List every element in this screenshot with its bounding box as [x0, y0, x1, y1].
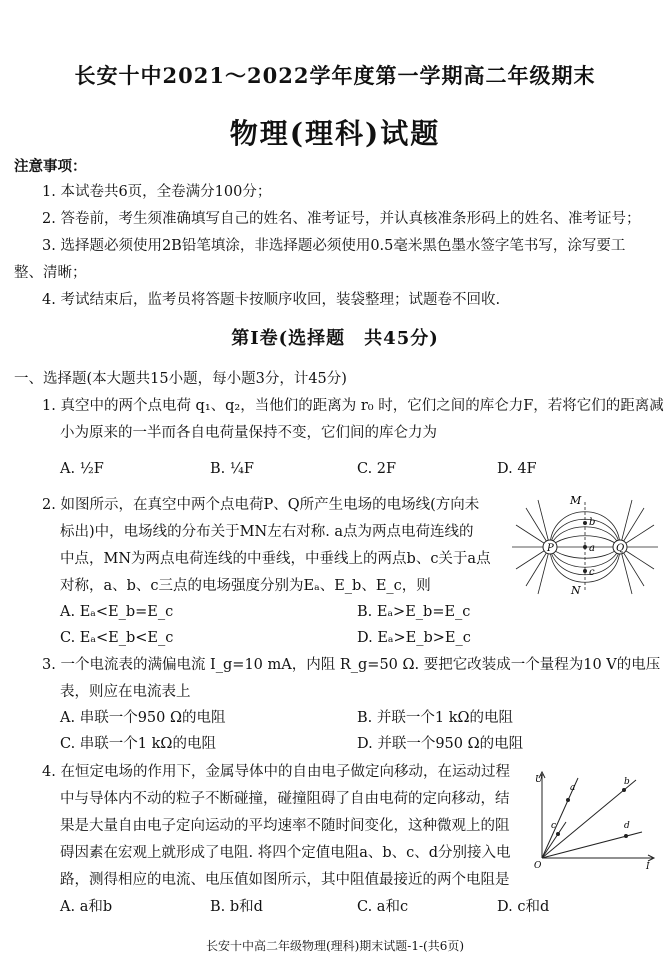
question-2-option-a: A. Eₐ<E_b=E_c: [60, 604, 174, 620]
u-i-graph: [532, 770, 660, 870]
question-1-line: 小为原来的一半而各自电荷量保持不变，它们间的库仑力为: [60, 425, 437, 441]
question-4-line: 4. 在恒定电场的作用下，金属导体中的自由电子做定向移动，在运动过程: [42, 764, 510, 780]
page-footer: 长安十中高二年级物理(理科)期末试题-1-(共6页): [205, 939, 465, 953]
question-3-option-d: D. 并联一个950 Ω的电阻: [357, 736, 524, 752]
label-b: b: [589, 517, 596, 528]
question-4-line: 碍因素在宏观上就形成了电阻. 将四个定值电阻a、b、c、d分别接入电: [60, 845, 511, 861]
label-p: P: [547, 543, 554, 554]
section-title: 第Ⅰ卷(选择题 共45分): [231, 328, 439, 349]
question-1-option-a: A. ½F: [60, 461, 104, 477]
question-2-line: 2. 如图所示，在真空中两个点电荷P、Q所产生电场的电场线(方向未: [42, 497, 480, 513]
question-4-line: 中与导体内不动的粒子不断碰撞，碰撞阻碍了自由电荷的定向移动，结: [60, 791, 510, 807]
question-3-line: 3. 一个电流表的满偏电流 I_g=10 mA，内阻 R_g=50 Ω. 要把它改装成一个量程为10 V的电压: [42, 657, 661, 673]
question-2-option-b: B. Eₐ>E_b=E_c: [357, 604, 471, 620]
question-2-option-c: C. Eₐ<E_b<E_c: [60, 630, 174, 646]
question-3-option-c: C. 串联一个1 kΩ的电阻: [60, 736, 216, 752]
question-3-option-b: B. 并联一个1 kΩ的电阻: [357, 710, 514, 726]
electric-field-diagram: [510, 490, 660, 600]
origin-label: O: [534, 861, 542, 870]
question-1-option-d: D. 4F: [497, 461, 537, 477]
exam-subtitle: 物理(理科)试题: [229, 117, 441, 150]
note-item: 4. 考试结束后，监考员将答题卡按顺序收回，装袋整理；试题卷不回收.: [42, 292, 501, 308]
question-4-option-a: A. a和b: [60, 899, 113, 915]
notes-heading: 注意事项：: [14, 158, 87, 175]
label-m: M: [570, 494, 582, 507]
label-q: Q: [616, 543, 625, 554]
label-c: c: [589, 567, 595, 578]
axis-i-label: I: [646, 862, 650, 870]
note-item: 整、清晰；: [14, 265, 87, 281]
question-3-option-a: A. 串联一个950 Ω的电阻: [60, 710, 226, 726]
point-d-label: d: [624, 821, 630, 831]
point-a-label: a: [570, 783, 576, 793]
question-2-line: 中点，MN为两点电荷连线的中垂线，中垂线上的两点b、c关于a点: [60, 551, 491, 567]
note-item: 1. 本试卷共6页，全卷满分100分；: [42, 184, 272, 200]
question-2-option-d: D. Eₐ>E_b>E_c: [357, 630, 471, 646]
question-1-option-b: B. ¼F: [210, 461, 254, 477]
question-1-option-c: C. 2F: [357, 461, 397, 477]
point-c-label: c: [551, 821, 557, 831]
note-item: 3. 选择题必须使用2B铅笔填涂，非选择题必须使用0.5毫米黑色墨水签字笔书写，涂写要工: [42, 238, 626, 254]
question-4-option-b: B. b和d: [210, 899, 263, 915]
question-2-line: 对称，a、b、c三点的电场强度分别为Eₐ、E_b、E_c，则: [60, 578, 431, 594]
question-1-line: 1. 真空中的两个点电荷 q₁、q₂，当他们的距离为 r₀ 时，它们之间的库仑力F，若将它们的距离减: [42, 398, 664, 414]
label-a: a: [589, 543, 595, 554]
question-4-option-d: D. c和d: [497, 899, 550, 915]
question-2-line: 标出)中，电场线的分布关于MN左右对称. a点为两点电荷连线的: [60, 524, 474, 540]
question-4-line: 路，测得相应的电流、电压值如图所示，其中阻值最接近的两个电阻是: [60, 872, 510, 888]
axis-u-label: U: [535, 775, 543, 785]
label-n: N: [571, 584, 581, 597]
point-b-label: b: [624, 777, 630, 787]
question-4-option-c: C. a和c: [357, 899, 409, 915]
exam-title: 长安十中2021～2022学年度第一学期高二年级期末: [74, 63, 596, 88]
question-3-line: 表，则应在电流表上: [60, 684, 191, 700]
line-b: [542, 780, 636, 858]
part-heading: 一、选择题(本大题共15小题，每小题3分，计45分): [14, 371, 347, 387]
note-item: 2. 答卷前，考生须准确填写自己的姓名、准考证号，并认真核准条形码上的姓名、准考证号；: [42, 211, 641, 227]
question-4-line: 果是大量自由电子定向运动的平均速率不随时间变化，这种微观上的阻: [60, 818, 510, 834]
